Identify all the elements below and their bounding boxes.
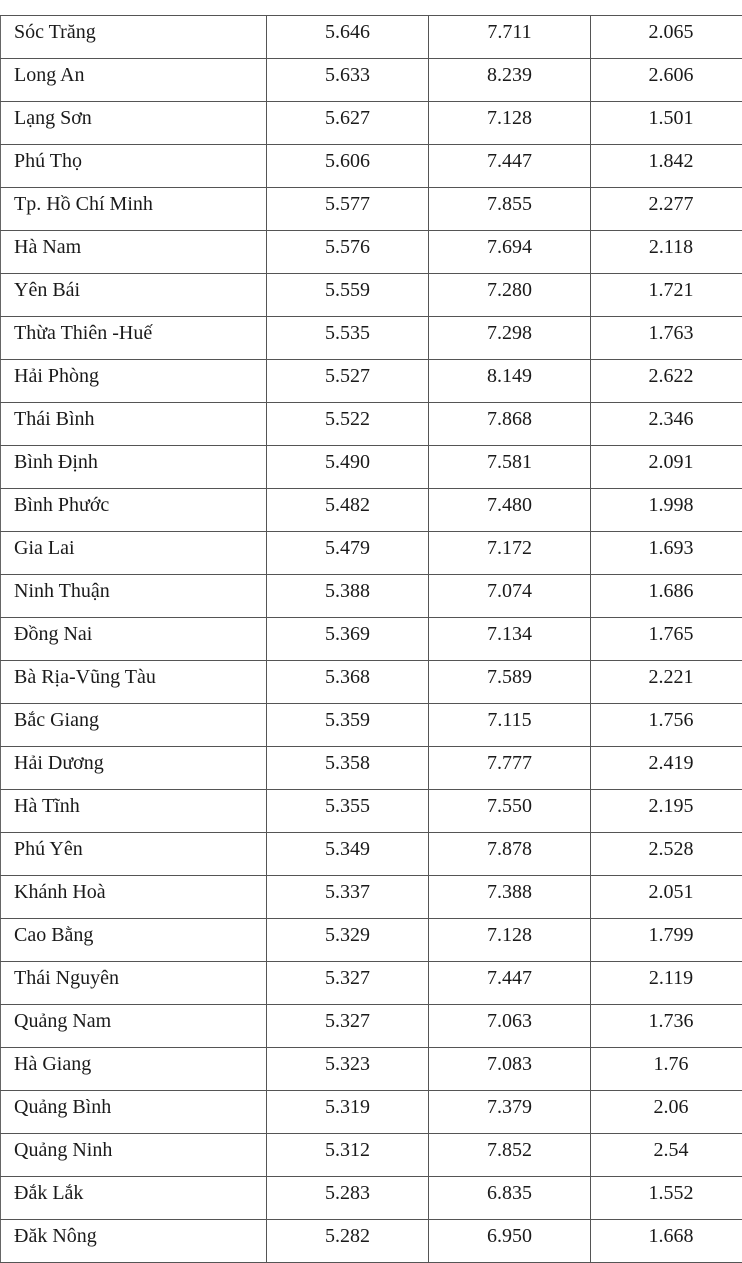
table-row [1,790,742,833]
table-row [1,1177,742,1220]
table-row [1,274,742,317]
value-2-cell: 7.063 [429,1005,591,1048]
province-name-cell: Hà Tĩnh [1,790,267,833]
value-2-cell: 8.149 [429,360,591,403]
value-3-cell: 2.528 [591,833,742,876]
value-1-cell: 5.329 [267,919,429,962]
value-2-cell: 7.388 [429,876,591,919]
value-2-cell: 7.074 [429,575,591,618]
value-2-cell: 7.581 [429,446,591,489]
value-3-cell: 2.221 [591,661,742,704]
value-2-cell: 7.128 [429,102,591,145]
table-row [1,1091,742,1134]
value-3-cell: 1.668 [591,1220,742,1263]
table-row [1,231,742,274]
province-name-cell: Ninh Thuận [1,575,267,618]
province-name-cell: Yên Bái [1,274,267,317]
value-3-cell: 1.693 [591,532,742,575]
value-2-cell: 7.447 [429,145,591,188]
value-3-cell: 2.277 [591,188,742,231]
table-row [1,188,742,231]
value-3-cell: 1.721 [591,274,742,317]
table-row [1,747,742,790]
value-2-cell: 7.128 [429,919,591,962]
value-1-cell: 5.482 [267,489,429,532]
table-row [1,59,742,102]
value-1-cell: 5.535 [267,317,429,360]
value-3-cell: 2.346 [591,403,742,446]
value-2-cell: 7.878 [429,833,591,876]
value-1-cell: 5.283 [267,1177,429,1220]
value-2-cell: 7.852 [429,1134,591,1177]
value-2-cell: 7.298 [429,317,591,360]
value-3-cell: 1.998 [591,489,742,532]
value-3-cell: 2.195 [591,790,742,833]
province-name-cell: Bắc Giang [1,704,267,747]
table-row [1,489,742,532]
table-row [1,919,742,962]
value-3-cell: 1.736 [591,1005,742,1048]
value-2-cell: 7.172 [429,532,591,575]
province-name-cell: Lạng Sơn [1,102,267,145]
province-name-cell: Phú Yên [1,833,267,876]
value-1-cell: 5.627 [267,102,429,145]
value-1-cell: 5.369 [267,618,429,661]
province-name-cell: Thừa Thiên -Huế [1,317,267,360]
table-row [1,317,742,360]
table-row [1,446,742,489]
value-2-cell: 6.950 [429,1220,591,1263]
province-name-cell: Bình Định [1,446,267,489]
value-2-cell: 7.868 [429,403,591,446]
province-name-cell: Thái Bình [1,403,267,446]
value-1-cell: 5.319 [267,1091,429,1134]
value-1-cell: 5.388 [267,575,429,618]
province-name-cell: Bình Phước [1,489,267,532]
value-1-cell: 5.337 [267,876,429,919]
value-2-cell: 7.447 [429,962,591,1005]
value-1-cell: 5.327 [267,1005,429,1048]
table-row [1,876,742,919]
province-name-cell: Hà Nam [1,231,267,274]
value-2-cell: 7.083 [429,1048,591,1091]
value-2-cell: 7.777 [429,747,591,790]
province-name-cell: Khánh Hoà [1,876,267,919]
table-row [1,532,742,575]
value-3-cell: 1.763 [591,317,742,360]
table-row [1,102,742,145]
value-2-cell: 7.115 [429,704,591,747]
table-row [1,145,742,188]
table-row [1,833,742,876]
value-1-cell: 5.606 [267,145,429,188]
value-3-cell: 2.606 [591,59,742,102]
table-row [1,403,742,446]
value-1-cell: 5.368 [267,661,429,704]
province-name-cell: Sóc Trăng [1,16,267,59]
province-name-cell: Quảng Ninh [1,1134,267,1177]
table-row [1,962,742,1005]
value-1-cell: 5.633 [267,59,429,102]
value-1-cell: 5.527 [267,360,429,403]
value-2-cell: 7.480 [429,489,591,532]
value-1-cell: 5.355 [267,790,429,833]
value-3-cell: 1.686 [591,575,742,618]
value-2-cell: 7.550 [429,790,591,833]
table-row [1,704,742,747]
value-1-cell: 5.490 [267,446,429,489]
table-row [1,661,742,704]
province-name-cell: Hà Giang [1,1048,267,1091]
value-2-cell: 7.589 [429,661,591,704]
value-1-cell: 5.312 [267,1134,429,1177]
province-name-cell: Phú Thọ [1,145,267,188]
province-name-cell: Cao Bằng [1,919,267,962]
value-3-cell: 1.501 [591,102,742,145]
table-row [1,1048,742,1091]
value-1-cell: 5.323 [267,1048,429,1091]
value-2-cell: 8.239 [429,59,591,102]
table-row [1,1220,742,1263]
value-1-cell: 5.359 [267,704,429,747]
table-body [1,16,742,1263]
value-2-cell: 7.855 [429,188,591,231]
value-1-cell: 5.349 [267,833,429,876]
province-name-cell: Long An [1,59,267,102]
value-1-cell: 5.358 [267,747,429,790]
province-name-cell: Đắk Lắk [1,1177,267,1220]
value-1-cell: 5.282 [267,1220,429,1263]
value-1-cell: 5.522 [267,403,429,446]
province-name-cell: Hải Dương [1,747,267,790]
value-3-cell: 2.06 [591,1091,742,1134]
value-1-cell: 5.576 [267,231,429,274]
value-3-cell: 2.065 [591,16,742,59]
province-name-cell: Quảng Nam [1,1005,267,1048]
province-name-cell: Tp. Hồ Chí Minh [1,188,267,231]
value-1-cell: 5.559 [267,274,429,317]
value-1-cell: 5.479 [267,532,429,575]
table-row [1,1134,742,1177]
province-name-cell: Gia Lai [1,532,267,575]
value-3-cell: 2.051 [591,876,742,919]
value-3-cell: 1.765 [591,618,742,661]
value-3-cell: 1.842 [591,145,742,188]
value-3-cell: 2.091 [591,446,742,489]
province-name-cell: Thái Nguyên [1,962,267,1005]
value-3-cell: 2.54 [591,1134,742,1177]
province-data-table [0,15,742,1263]
value-2-cell: 7.134 [429,618,591,661]
value-3-cell: 1.76 [591,1048,742,1091]
value-2-cell: 7.694 [429,231,591,274]
province-name-cell: Quảng Bình [1,1091,267,1134]
table-row [1,1005,742,1048]
value-1-cell: 5.327 [267,962,429,1005]
value-3-cell: 2.119 [591,962,742,1005]
value-3-cell: 1.552 [591,1177,742,1220]
table-row [1,360,742,403]
value-1-cell: 5.577 [267,188,429,231]
value-2-cell: 7.379 [429,1091,591,1134]
value-2-cell: 7.711 [429,16,591,59]
value-3-cell: 1.799 [591,919,742,962]
value-3-cell: 2.622 [591,360,742,403]
table-row [1,16,742,59]
table-row [1,575,742,618]
value-1-cell: 5.646 [267,16,429,59]
value-3-cell: 2.419 [591,747,742,790]
province-name-cell: Hải Phòng [1,360,267,403]
value-2-cell: 6.835 [429,1177,591,1220]
value-3-cell: 1.756 [591,704,742,747]
province-name-cell: Đồng Nai [1,618,267,661]
province-name-cell: Bà Rịa-Vũng Tàu [1,661,267,704]
value-3-cell: 2.118 [591,231,742,274]
table-row [1,618,742,661]
value-2-cell: 7.280 [429,274,591,317]
province-name-cell: Đăk Nông [1,1220,267,1263]
